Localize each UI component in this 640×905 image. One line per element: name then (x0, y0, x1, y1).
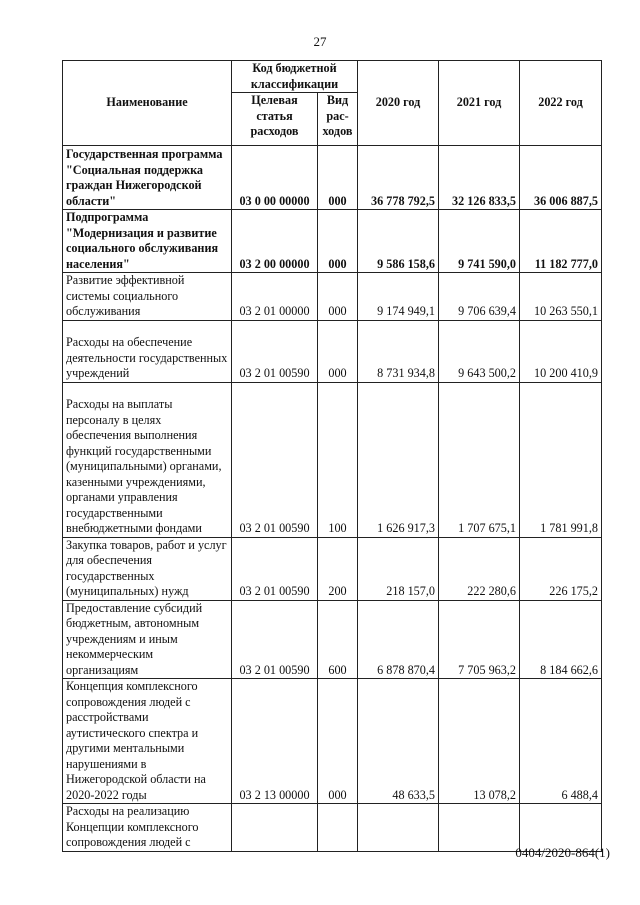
row-name: Концепция комплексного сопровождения людей с расстройствами аутистического спектра и другими ментальными нарушениями в Нижегородской области на 2020-2022 годы (63, 679, 232, 804)
table-row (63, 804, 602, 852)
row-target: 03 0 00 00000 (232, 146, 318, 210)
table-row (63, 537, 602, 600)
row-2020: 218 157,0 (358, 537, 439, 600)
row-2020 (358, 804, 439, 852)
row-name: Государственная программа "Социальная поддержка граждан Нижегородской области" (63, 146, 232, 210)
table-row (63, 320, 602, 382)
row-2022: 226 175,2 (520, 537, 602, 600)
row-target: 03 2 01 00590 (232, 382, 318, 537)
row-2022: 10 263 550,1 (520, 273, 602, 321)
row-target: 03 2 01 00590 (232, 320, 318, 382)
budget-table (62, 60, 602, 852)
table-row (63, 679, 602, 804)
row-name: Закупка товаров, работ и услуг для обеспечения государственных (муниципальных) нужд (63, 537, 232, 600)
row-target (232, 804, 318, 852)
row-type: 000 (318, 320, 358, 382)
header-2020: 2020 год (358, 61, 439, 146)
row-2021: 9 643 500,2 (439, 320, 520, 382)
row-target: 03 2 13 00000 (232, 679, 318, 804)
row-name: Подпрограмма "Модернизация и развитие социального обслуживания населения" (63, 210, 232, 273)
row-2022 (520, 804, 602, 852)
row-2020: 36 778 792,5 (358, 146, 439, 210)
row-2022: 8 184 662,6 (520, 600, 602, 679)
row-2021: 32 126 833,5 (439, 146, 520, 210)
row-2021: 13 078,2 (439, 679, 520, 804)
row-name: Расходы на реализацию Концепции комплексного сопровождения людей с (63, 804, 232, 852)
row-2022: 1 781 991,8 (520, 382, 602, 537)
row-target: 03 2 01 00000 (232, 273, 318, 321)
row-name: Развитие эффективной системы социального обслуживания (63, 273, 232, 321)
table-row (63, 210, 602, 273)
row-name: Расходы на выплаты персоналу в целях обеспечения выполнения функций государственными (муниципальными) органами, казенными учреждениями, органами управления государственными внебюджетными фондами (63, 382, 232, 537)
table-row (63, 382, 602, 537)
row-2022: 10 200 410,9 (520, 320, 602, 382)
row-type: 000 (318, 210, 358, 273)
row-2021: 9 706 639,4 (439, 273, 520, 321)
header-2021: 2021 год (439, 61, 520, 146)
row-type: 000 (318, 679, 358, 804)
row-type: 000 (318, 146, 358, 210)
table-row (63, 146, 602, 210)
row-type: 100 (318, 382, 358, 537)
row-2020: 9 174 949,1 (358, 273, 439, 321)
document-number: 0404/2020-864(1) (515, 845, 610, 860)
row-2020: 6 878 870,4 (358, 600, 439, 679)
row-2020: 48 633,5 (358, 679, 439, 804)
row-2020: 1 626 917,3 (358, 382, 439, 537)
row-type: 600 (318, 600, 358, 679)
row-2021: 1 707 675,1 (439, 382, 520, 537)
row-target: 03 2 00 00000 (232, 210, 318, 273)
header-type: Вид рас-ходов (318, 93, 358, 146)
page-number: 27 (313, 34, 327, 49)
row-2020: 9 586 158,6 (358, 210, 439, 273)
header-target: Целевая статья расходов (232, 93, 318, 146)
row-2021: 9 741 590,0 (439, 210, 520, 273)
row-2020: 8 731 934,8 (358, 320, 439, 382)
row-2022: 11 182 777,0 (520, 210, 602, 273)
row-type: 200 (318, 537, 358, 600)
row-type: 000 (318, 273, 358, 321)
header-2022: 2022 год (520, 61, 602, 146)
table-row (63, 273, 602, 321)
row-target: 03 2 01 00590 (232, 600, 318, 679)
row-name: Предоставление субсидий бюджетным, автономным учреждениям и иным некоммерческим организациям (63, 600, 232, 679)
row-2021 (439, 804, 520, 852)
header-name: Наименование (63, 61, 232, 146)
row-2021: 7 705 963,2 (439, 600, 520, 679)
row-2021: 222 280,6 (439, 537, 520, 600)
row-2022: 36 006 887,5 (520, 146, 602, 210)
row-target: 03 2 01 00590 (232, 537, 318, 600)
row-type (318, 804, 358, 852)
table-row (63, 600, 602, 679)
row-2022: 6 488,4 (520, 679, 602, 804)
row-name: Расходы на обеспечение деятельности государственных учреждений (63, 320, 232, 382)
header-code-group: Код бюджетной классификации (232, 61, 358, 93)
